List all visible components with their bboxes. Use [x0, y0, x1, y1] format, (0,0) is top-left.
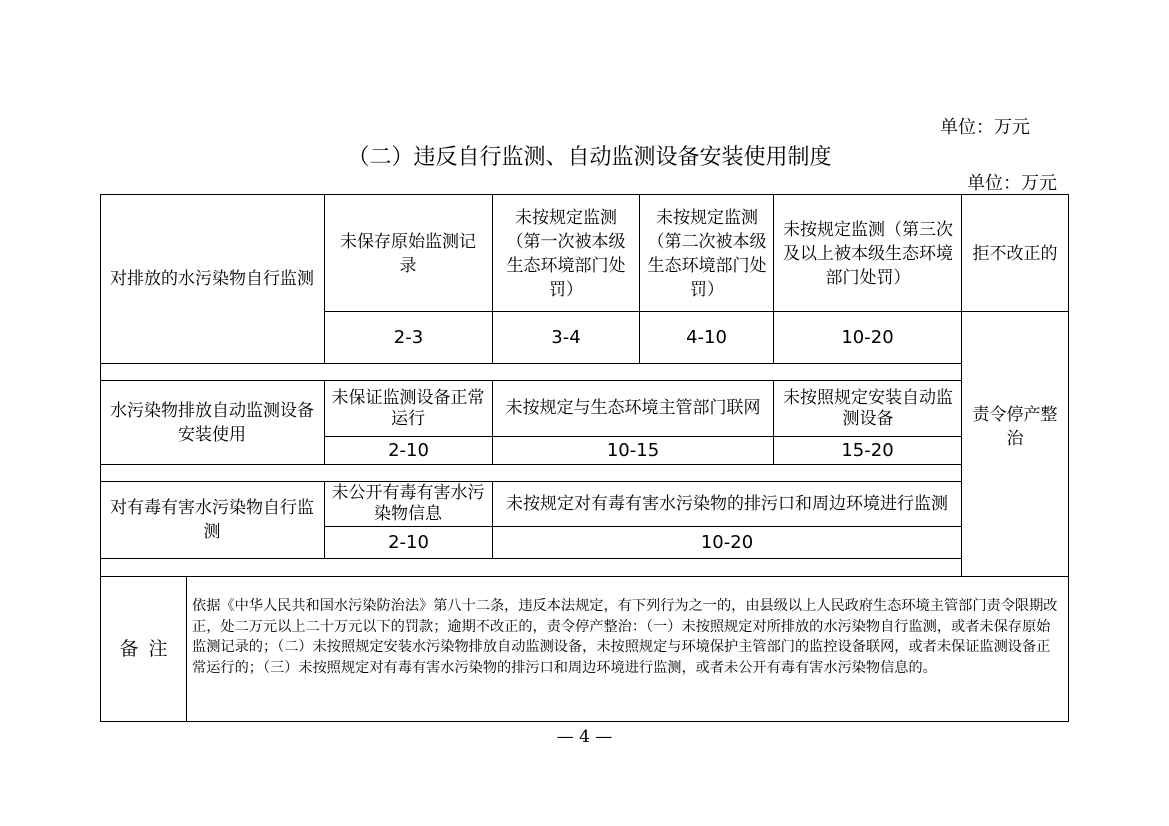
- unit-note-top: 单位：万元: [940, 117, 1030, 138]
- row1-header-2: 未按规定监测（第一次被本级生态环境部门处罚）: [506, 208, 626, 300]
- section-title: [0, 144, 1169, 172]
- row2-value-3: 15-20: [841, 439, 894, 461]
- row3-value-1: 2-10: [388, 531, 429, 553]
- grid-line: [186, 576, 187, 722]
- row3-label: 对有毒有害水污染物自行监测: [110, 498, 314, 542]
- grid-line: [961, 194, 962, 577]
- row1-label: 对排放的水污染物自行监测: [110, 269, 314, 289]
- row2-value-2: 10-15: [606, 439, 660, 461]
- remark-text: 依据《中华人民共和国水污染防治法》第八十二条，违反本法规定，有下列行为之一的，由县级以上人民政府生态环境主管部门责令限期改正，处二万元以上二十万元以下的罚款；逾期不改正的，责令停产整治：（一）未按照规定对所排放的水污染物自行监测，或者未保存原始监测记录的；（二）未按照规定安装水污染物排放自动监测设备，未按照规定与环境保护主管部门的监控设备联网，或者未保证监测设备正常运行的；（三）未按照规定对有毒有害水污染物的排污口和周边环境进行监测，或者未公开有毒有害水污染物信息的。: [192, 598, 1058, 676]
- row2-label: 水污染物排放自动监测设备安装使用: [110, 400, 314, 445]
- row3-header-1: 未公开有毒有害水污染物信息: [331, 483, 485, 524]
- page-number: — 4 —: [556, 727, 613, 747]
- grid-line: [100, 576, 1069, 577]
- row2-header-1: 未保证监测设备正常运行: [331, 387, 485, 429]
- row3-header-2: 未按规定对有毒有害水污染物的排污口和周边环境进行监测: [506, 493, 948, 514]
- section-title-text: （二）违反自行监测、自动监测设备安装使用制度: [347, 145, 832, 170]
- grid-line: [100, 721, 1069, 722]
- penalty-cell: 责令停产整治: [972, 405, 1058, 449]
- row1-value-2: 3-4: [551, 326, 581, 348]
- row1-header-4: 未按规定监测（第三次及以上被本级生态环境部门处罚）: [783, 220, 953, 288]
- grid-line: [100, 464, 962, 465]
- grid-line: [100, 558, 962, 559]
- grid-line: [100, 363, 962, 364]
- row2-header-3: 未按照规定安装自动监测设备: [783, 387, 953, 429]
- row1-value-1: 2-3: [393, 326, 424, 348]
- row2-value-1: 2-10: [388, 439, 429, 461]
- grid-line: [1068, 194, 1069, 722]
- row1-header-1: 未保存原始监测记录: [340, 232, 476, 276]
- row3-value-2: 10-20: [700, 531, 754, 553]
- row1-header-3: 未按规定监测（第二次被本级生态环境部门处罚）: [647, 208, 767, 300]
- remark-label: 备注: [119, 638, 178, 660]
- unit-note-right: 单位：万元: [967, 173, 1057, 194]
- row2-header-2: 未按规定与生态环境主管部门联网: [505, 398, 761, 418]
- row1-header-5: 拒不改正的: [972, 244, 1058, 264]
- row1-value-3: 4-10: [686, 326, 727, 348]
- row1-value-4: 10-20: [841, 326, 894, 348]
